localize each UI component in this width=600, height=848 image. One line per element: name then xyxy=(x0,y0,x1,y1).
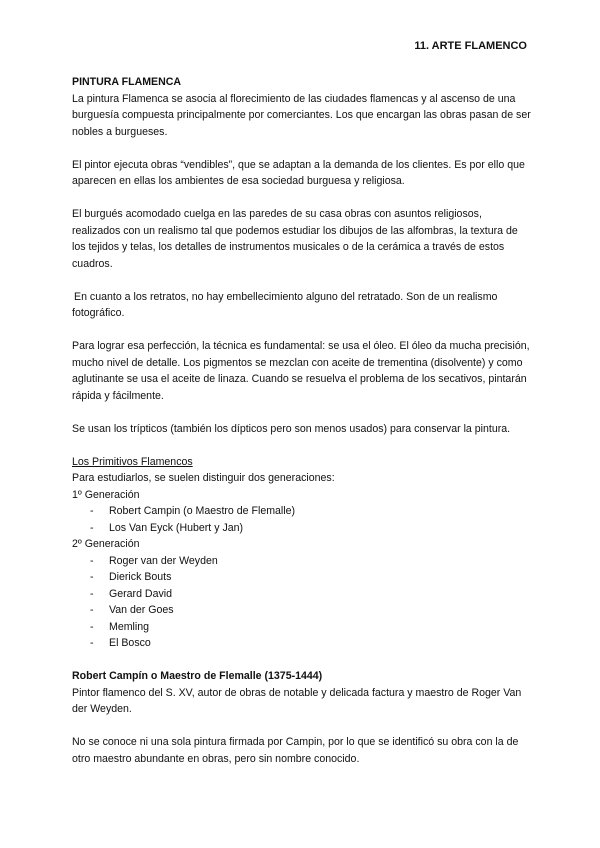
paragraph: No se conoce ni una sola pintura firmada por Campin, por lo que se identificó su obra con la de otro maestro abundante en obras, pero sin nombre conocido. xyxy=(72,736,519,765)
dash-bullet: - xyxy=(90,637,94,649)
document-body xyxy=(72,74,532,767)
paragraph: Para lograr esa perfección, la técnica es fundamental: se usa el óleo. El óleo da mucha precisión, mucho nivel de detalle. Los pigmentos se mezclan con aceite de trementina (disolvente) y como aglutinante se usa el aceite de linaza. Cuando se resuelva el problema de los secativos, pintarán rápida y fácilmente. xyxy=(72,340,530,402)
list-item: - Van der Goes xyxy=(72,602,532,619)
dash-bullet: - xyxy=(90,587,94,600)
dash-bullet: - xyxy=(90,554,94,567)
list-item: - El Bosco xyxy=(72,635,532,652)
list-item: - Dierick Bouts xyxy=(72,569,532,586)
list-item: - Memling xyxy=(72,619,532,636)
list-item: - Los Van Eyck (Hubert y Jan) xyxy=(72,520,532,537)
list-item: - Gerard David xyxy=(72,586,532,603)
paragraph: Para estudiarlos, se suelen distinguir dos generaciones: xyxy=(72,472,335,484)
dash-bullet: - xyxy=(90,571,94,583)
page-header-title: 11. ARTE FLAMENCO xyxy=(414,40,527,52)
list-item: - Roger van der Weyden xyxy=(72,553,532,570)
paragraph: El burgués acomodado cuelga en las paredes de su casa obras con asuntos religiosos, realizados con un realismo tal que podemos estudiar los dibujos de las alfombras, la textura de los tejidos y telas, los detalles de instrumentos musicales o de la cerámica a través de estos cuadros. xyxy=(72,208,518,270)
dash-bullet: - xyxy=(90,505,94,517)
section-heading-pintura: PINTURA FLAMENCA xyxy=(72,76,182,88)
paragraph: La pintura Flamenca se asocia al florecimiento de las ciudades flamencas y al ascenso de una burguesía compuesta principalmente por comerciantes. Los que encargan las obras pasan de ser nobles a burgueses. xyxy=(72,92,531,138)
generation-label: 2º Generación xyxy=(72,538,140,550)
section-heading-primitivos: Los Primitivos Flamencos xyxy=(72,455,193,468)
paragraph: Se usan los trípticos (también los dípticos pero son menos usados) para conservar la pintura. xyxy=(72,422,511,435)
dash-bullet: - xyxy=(90,620,94,633)
dash-bullet: - xyxy=(90,604,94,616)
dash-bullet: - xyxy=(90,521,94,534)
list-item: - Robert Campin (o Maestro de Flemalle) xyxy=(72,503,532,520)
paragraph: El pintor ejecuta obras “vendibles”, que se adaptan a la demanda de los clientes. Es por ello que aparecen en ellas los ambientes de esa sociedad burguesa y religiosa. xyxy=(72,158,525,187)
paragraph: En cuanto a los retratos, no hay embellecimiento alguno del retratado. Son de un realismo fotográfico. xyxy=(72,290,498,319)
generation-label: 1º Generación xyxy=(72,488,140,501)
section-heading-campin: Robert Campín o Maestro de Flemalle (1375-1444) xyxy=(72,670,323,682)
paragraph: Pintor flamenco del S. XV, autor de obras de notable y delicada factura y maestro de Roger Van der Weyden. xyxy=(72,686,522,715)
